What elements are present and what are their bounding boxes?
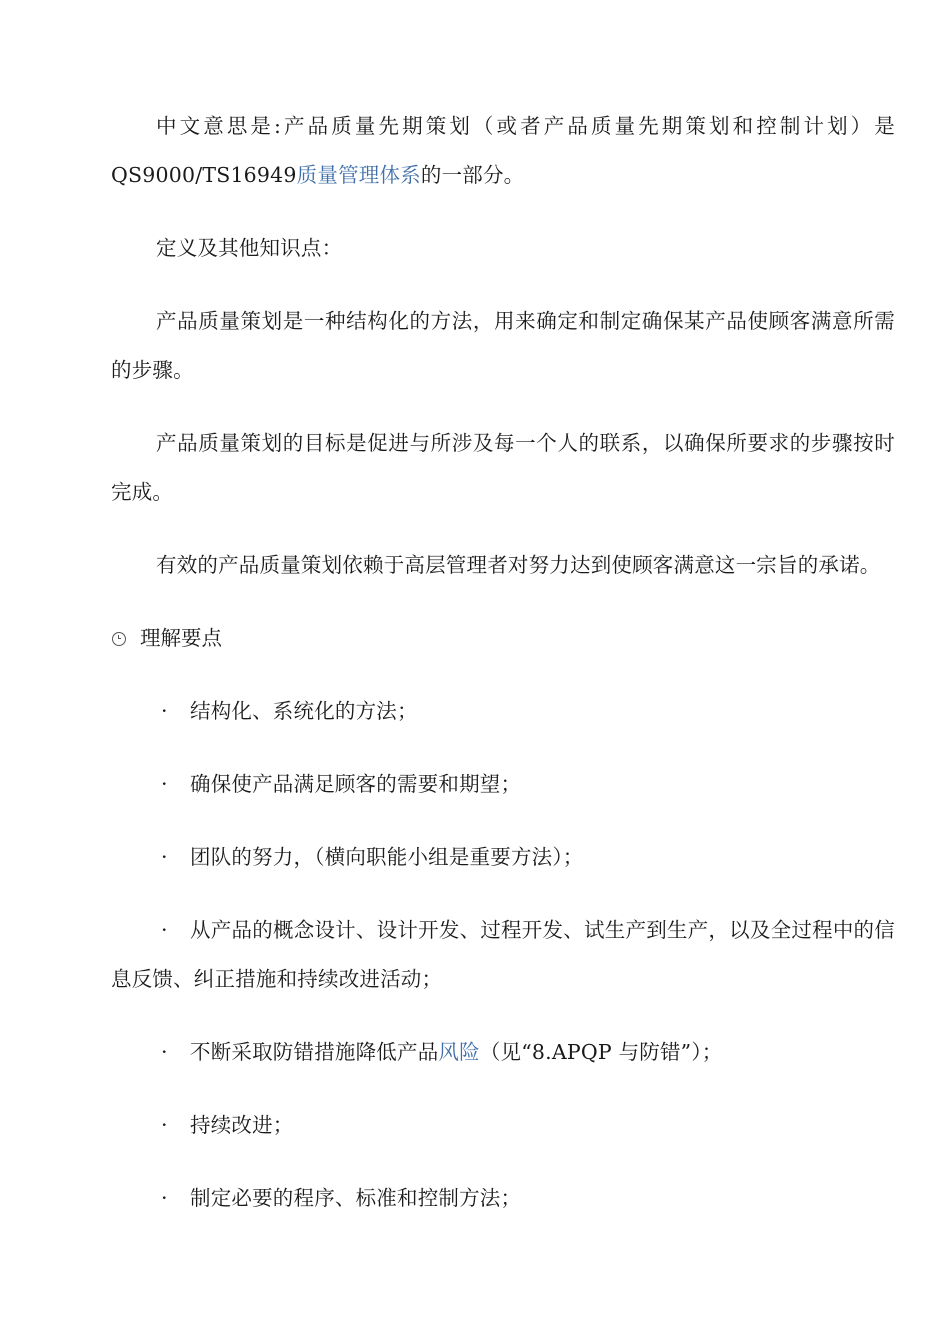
bullet-text: 制定必要的程序、标准和控制方法； <box>190 1186 522 1210</box>
bullet-marker: · <box>161 699 168 723</box>
bullet-item <box>111 1101 895 1150</box>
definition-heading: 定义及其他知识点： <box>156 236 343 260</box>
quality-management-system-link[interactable]: 质量管理体系 <box>296 163 421 187</box>
key-points-title: 理解要点 <box>140 626 222 650</box>
bullet-item <box>111 1028 895 1077</box>
intro-paragraph <box>111 102 895 200</box>
intro-text-after: 的一部分。 <box>420 163 525 187</box>
bullet-marker: · <box>161 1113 168 1137</box>
bullet-marker: · <box>161 772 168 796</box>
bullet-marker: · <box>161 845 168 869</box>
bullet-marker: · <box>161 918 168 942</box>
definition-paragraph: 产品质量策划是一种结构化的方法，用来确定和制定确保某产品使顾客满意所需的步骤。 <box>111 309 895 382</box>
document-body <box>111 102 895 1223</box>
bullet-marker: · <box>161 1186 168 1210</box>
bullet-text: 从产品的概念设计、设计开发、过程开发、试生产到生产，以及全过程中的信息反馈、纠正措施和持续改进活动； <box>111 918 895 991</box>
bullet-text: 结构化、系统化的方法； <box>190 699 418 723</box>
bullet-text-after: （见“8.APQP 与防错”）； <box>479 1040 723 1064</box>
bullet-marker: · <box>161 1040 168 1064</box>
goal-paragraph: 产品质量策划的目标是促进与所涉及每一个人的联系，以确保所要求的步骤按时完成。 <box>111 431 895 504</box>
key-points-heading <box>111 614 895 663</box>
bullet-item <box>111 833 895 882</box>
bullet-item <box>111 906 895 1004</box>
bullet-item <box>111 687 895 736</box>
bullet-text: 团队的努力，（横向职能小组是重要方法）； <box>190 845 584 869</box>
bullet-item <box>111 760 895 809</box>
clock-icon <box>112 632 126 646</box>
bullet-text-before: 不断采取防错措施降低产品 <box>190 1040 439 1064</box>
bullet-text: 持续改进； <box>190 1113 294 1137</box>
commitment-paragraph: 有效的产品质量策划依赖于高层管理者对努力达到使顾客满意这一宗旨的承诺。 <box>156 553 881 577</box>
risk-link[interactable]: 风险 <box>438 1040 480 1064</box>
bullet-item <box>111 1174 895 1223</box>
bullet-text: 确保使产品满足顾客的需要和期望； <box>190 772 522 796</box>
intro-text-before: 中文意思是:产品质量先期策划（或者产品质量先期策划和控制计划）是QS9000/TS16949 <box>111 114 895 187</box>
